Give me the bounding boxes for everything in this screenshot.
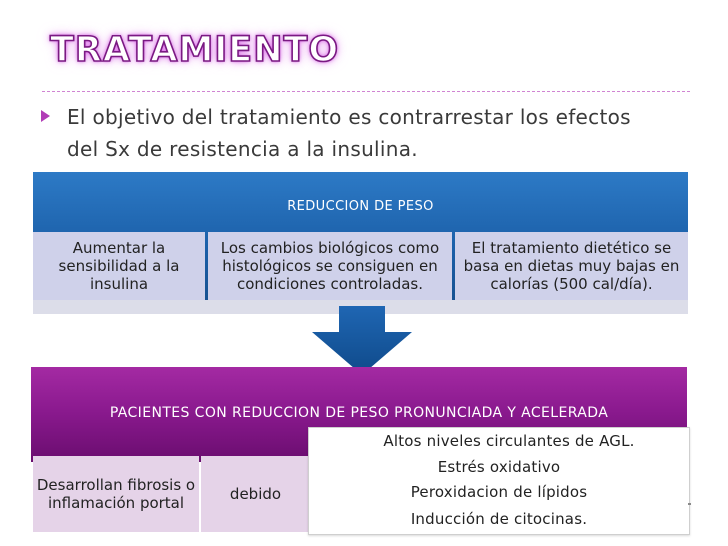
cause-item: Peroxidacion de lípidos xyxy=(410,483,588,501)
slide-title: TRATAMIENTO xyxy=(50,30,340,70)
rapid-weight-loss-header: PACIENTES CON REDUCCION DE PESO PRONUNCIADA Y ACELERADA xyxy=(109,405,609,421)
bullet-text: El objetivo del tratamiento es contrarrestar los efectos del Sx de resistencia a la insulina. xyxy=(67,105,631,161)
bullet-arrow-icon xyxy=(41,110,50,122)
insulin-sensitivity-box: Aumentar la sensibilidad a la insulina xyxy=(33,232,205,300)
causes-box-edge xyxy=(688,503,691,505)
due-to-box: debido xyxy=(201,456,310,532)
cause-item: Altos niveles circulantes de AGL. xyxy=(383,432,635,450)
weight-reduction-header: REDUCCION DE PESO xyxy=(287,199,434,214)
cause-item: Inducción de citocinas. xyxy=(410,510,588,528)
cause-item: Estrés oxidativo xyxy=(437,458,561,476)
title-divider xyxy=(42,91,690,92)
diet-treatment-box: El tratamiento dietético se basa en dietas muy bajas en calorías (500 cal/día). xyxy=(455,232,688,300)
down-arrow-icon xyxy=(311,306,413,376)
causes-box xyxy=(308,427,690,535)
biological-changes-box: Los cambios biológicos como histológicos se consiguen en condiciones controladas. xyxy=(208,232,452,300)
fibrosis-box: Desarrollan fibrosis o inflamación portal xyxy=(33,456,199,532)
